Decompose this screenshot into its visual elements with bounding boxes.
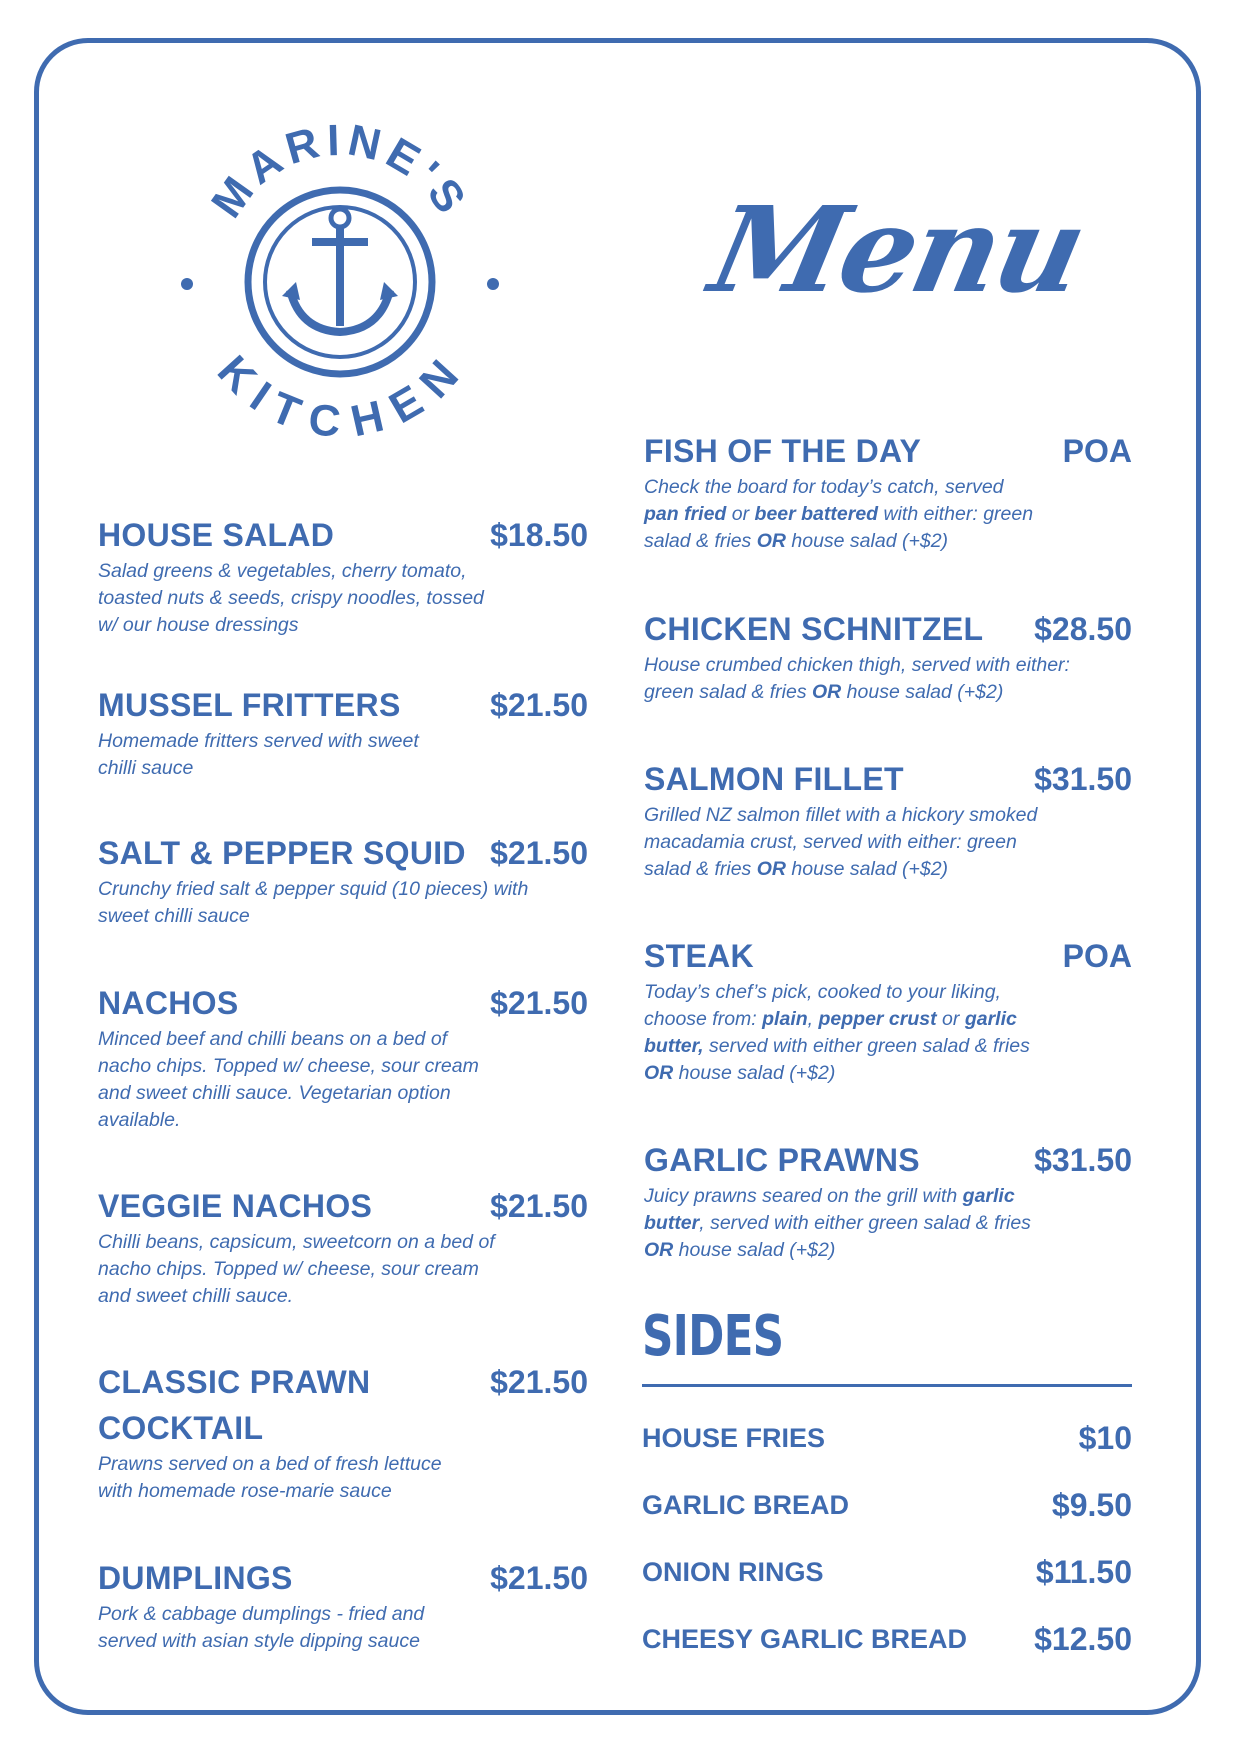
item-name: SALT & PEPPER SQUID bbox=[98, 835, 466, 871]
description-emphasis: OR bbox=[644, 1239, 674, 1261]
item-price: $21.50 bbox=[490, 985, 588, 1021]
item-name: HOUSE SALAD bbox=[98, 517, 335, 553]
logo-top-text: MARINE'S bbox=[202, 115, 479, 227]
item-description: Chilli beans, capsicum, sweetcorn on a bed of nacho chips. Topped w/ cheese, sour cream and sweet chilli sauce. bbox=[98, 1231, 495, 1307]
description-emphasis: pan fried bbox=[644, 503, 727, 525]
marines-kitchen-logo bbox=[170, 110, 510, 440]
description-text: house salad (+$2) bbox=[673, 1062, 836, 1084]
item-name: MUSSEL FRITTERS bbox=[98, 687, 401, 723]
item-description: Prawns served on a bed of fresh lettuce with homemade rose-marie sauce bbox=[98, 1453, 442, 1502]
item-description: Minced beef and chilli beans on a bed of nacho chips. Topped w/ cheese, sour cream and sweet chilli sauce. Vegetarian option available. bbox=[98, 1028, 479, 1131]
description-emphasis: garlic butter bbox=[644, 1185, 1015, 1234]
side-item bbox=[642, 1606, 1132, 1673]
item-name: GARLIC PRAWNS bbox=[644, 1142, 920, 1178]
description-text: Grilled NZ salmon fillet with a hickory smoked macadamia crust, served with either: green salad & fries bbox=[644, 804, 1038, 880]
side-price: $10 bbox=[1078, 1420, 1132, 1456]
menu-item bbox=[98, 1183, 588, 1359]
side-item bbox=[642, 1472, 1132, 1539]
menu-item bbox=[98, 830, 588, 980]
item-name: CLASSIC PRAWN COCKTAIL bbox=[98, 1364, 371, 1446]
menu-item bbox=[644, 606, 1132, 756]
item-description bbox=[644, 979, 1044, 1087]
menu-item bbox=[98, 980, 588, 1183]
description-text: house salad (+$2) bbox=[673, 1239, 836, 1261]
item-name: DUMPLINGS bbox=[98, 1560, 293, 1596]
description-emphasis: OR bbox=[756, 530, 786, 552]
menu-item bbox=[98, 1555, 588, 1655]
logo-dot-left bbox=[181, 278, 193, 290]
menu-item bbox=[98, 512, 588, 682]
description-emphasis: OR bbox=[756, 858, 786, 880]
anchor-icon bbox=[282, 209, 398, 332]
side-item bbox=[642, 1539, 1132, 1606]
item-price: $21.50 bbox=[490, 687, 588, 723]
description-text: , served with either green salad & fries bbox=[699, 1212, 1031, 1234]
left-column bbox=[98, 512, 588, 1655]
item-price: $21.50 bbox=[490, 835, 588, 871]
item-description: Salad greens & vegetables, cherry tomato, toasted nuts & seeds, crispy noodles, tossed w/ our house dressings bbox=[98, 560, 484, 636]
item-price: POA bbox=[1062, 938, 1132, 974]
menu-title: Menu bbox=[700, 180, 1096, 319]
item-name: STEAK bbox=[644, 938, 754, 974]
menu-item bbox=[644, 428, 1132, 606]
side-name: HOUSE FRIES bbox=[642, 1423, 826, 1453]
description-text: , bbox=[807, 1008, 819, 1030]
menu-item bbox=[98, 682, 588, 830]
side-item bbox=[642, 1405, 1132, 1472]
description-text: Check the board for today’s catch, served bbox=[644, 476, 1004, 498]
item-price: $31.50 bbox=[1034, 1142, 1132, 1178]
description-emphasis: beer battered bbox=[754, 503, 879, 525]
description-text: house salad (+$2) bbox=[841, 681, 1004, 703]
description-text: house salad (+$2) bbox=[785, 530, 949, 552]
item-description bbox=[644, 474, 1034, 555]
item-name: NACHOS bbox=[98, 985, 239, 1021]
svg-text:KITCHEN bbox=[208, 346, 472, 440]
description-text: or bbox=[726, 503, 755, 525]
side-name: ONION RINGS bbox=[642, 1557, 824, 1587]
item-name: SALMON FILLET bbox=[644, 761, 904, 797]
description-text: Today’s chef’s pick, cooked to your liking, choose from: bbox=[644, 981, 1001, 1030]
side-price: $12.50 bbox=[1034, 1621, 1132, 1657]
item-price: $21.50 bbox=[490, 1188, 588, 1224]
item-description bbox=[644, 1183, 1044, 1264]
menu-item bbox=[644, 756, 1132, 933]
right-column bbox=[644, 428, 1132, 1264]
side-name: GARLIC BREAD bbox=[642, 1490, 849, 1520]
description-text: or bbox=[936, 1008, 965, 1030]
description-emphasis: OR bbox=[644, 1062, 674, 1084]
item-description bbox=[644, 802, 1064, 883]
item-name: VEGGIE NACHOS bbox=[98, 1188, 373, 1224]
menu-item bbox=[98, 1359, 588, 1555]
description-text: with either: green salad & fries bbox=[644, 503, 1034, 552]
description-text: served with either green salad & fries bbox=[703, 1035, 1030, 1057]
item-price: $28.50 bbox=[1034, 611, 1132, 647]
item-description: Pork & cabbage dumplings - fried and served with asian style dipping sauce bbox=[98, 1603, 425, 1652]
item-price: $21.50 bbox=[490, 1560, 588, 1596]
logo-dot-right bbox=[487, 278, 499, 290]
side-price: $9.50 bbox=[1051, 1487, 1132, 1523]
sides-heading: SIDES bbox=[642, 1304, 784, 1369]
item-price: $18.50 bbox=[490, 517, 588, 553]
item-name: FISH OF THE DAY bbox=[644, 433, 922, 469]
sides-list bbox=[642, 1405, 1132, 1673]
item-description bbox=[644, 652, 1084, 706]
description-emphasis: plain bbox=[762, 1008, 808, 1030]
item-name: CHICKEN SCHNITZEL bbox=[644, 611, 984, 647]
item-description: Homemade fritters served with sweet chilli sauce bbox=[98, 730, 419, 779]
description-emphasis: pepper crust bbox=[818, 1008, 937, 1030]
menu-item bbox=[644, 1137, 1132, 1264]
description-emphasis: garlic butter, bbox=[644, 1008, 1017, 1057]
logo-bottom-text: KITCHEN bbox=[208, 346, 472, 440]
description-text: Juicy prawns seared on the grill with bbox=[644, 1185, 963, 1207]
menu-item bbox=[644, 933, 1132, 1137]
description-text: House crumbed chicken thigh, served with either: green salad & fries bbox=[644, 654, 1070, 703]
description-emphasis: OR bbox=[812, 681, 842, 703]
item-price: $31.50 bbox=[1034, 761, 1132, 797]
item-description: Crunchy fried salt & pepper squid (10 pieces) with sweet chilli sauce bbox=[98, 878, 529, 927]
item-price: $21.50 bbox=[490, 1364, 588, 1400]
description-text: house salad (+$2) bbox=[785, 858, 949, 880]
item-price: POA bbox=[1062, 433, 1132, 469]
sides-divider bbox=[642, 1384, 1132, 1387]
side-name: CHEESY GARLIC BREAD bbox=[642, 1624, 968, 1654]
side-price: $11.50 bbox=[1035, 1554, 1132, 1590]
